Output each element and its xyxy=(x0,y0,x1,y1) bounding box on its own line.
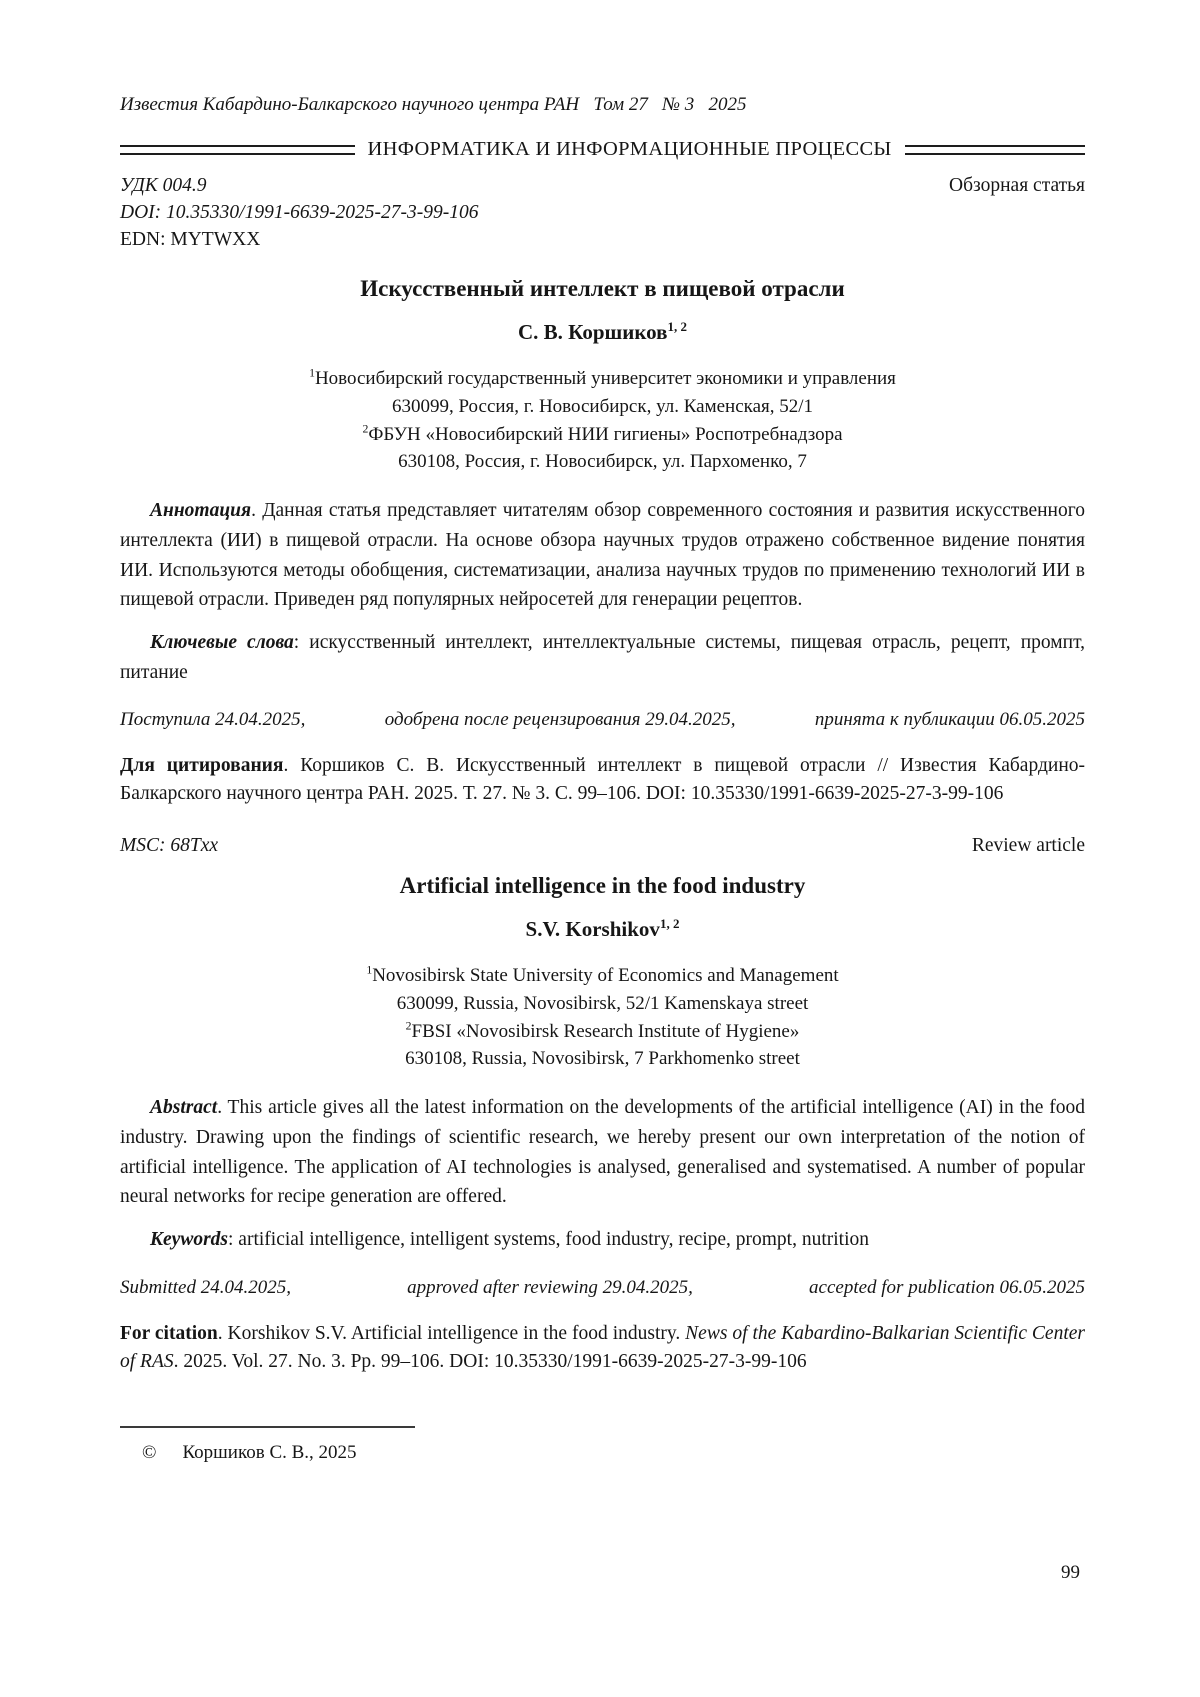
keywords-en-text: : artificial intelligence, intelligent systems, food industry, recipe, prompt, nutrition xyxy=(228,1228,870,1250)
article-type-en: Review article xyxy=(971,834,1085,856)
citation-en-source: News of the Kabardino-Balkarian Scientific Center of RAS xyxy=(120,1322,1085,1372)
article-type-ru: Обзорная статья xyxy=(949,175,1085,196)
abstract-ru xyxy=(120,496,1085,615)
abstract-ru-text: . Данная статья представляет читателям обзор современного состояния и развития искусственного интеллекта (ИИ) в пищевой отрасли. На основе обзора научных трудов отражено собственное видение понятия ИИ. Используются методы обобщения, систематизации, анализа научных трудов по применению технологий ИИ в пищевой отрасли. Приведен ряд популярных нейросетей для генерации рецептов. xyxy=(120,500,1085,611)
footnote-rule xyxy=(120,1426,415,1428)
doi-line: DOI: 10.35330/1991-6639-2025-27-3-99-106 xyxy=(120,201,479,223)
section-header xyxy=(120,138,1085,161)
dates-en xyxy=(120,1277,1085,1299)
copyright-line xyxy=(120,1442,1085,1464)
dates-ru xyxy=(120,709,1085,731)
citation-ru-label: Для цитирования xyxy=(120,755,284,777)
citation-en-label: For citation xyxy=(120,1322,218,1344)
date-approved-ru: одобрена после рецензирования 29.04.2025, xyxy=(384,709,736,731)
affiliation-line xyxy=(120,448,1085,476)
abstract-en-label: Abstract xyxy=(150,1097,218,1119)
keywords-ru xyxy=(120,628,1085,687)
double-rule-right xyxy=(905,145,1085,155)
date-submitted-ru: Поступила 24.04.2025, xyxy=(120,709,306,731)
affiliation-text: Novosibirsk State University of Economics and Management xyxy=(372,964,839,986)
date-accepted-en: accepted for publication 06.05.2025 xyxy=(809,1276,1085,1298)
affiliation-line xyxy=(120,393,1085,421)
udk-row xyxy=(120,173,1085,200)
affiliation-text: FBSI «Novosibirsk Research Institute of Hygiene» xyxy=(411,1020,800,1042)
date-submitted-en: Submitted 24.04.2025, xyxy=(120,1276,291,1298)
date-approved-en: approved after reviewing 29.04.2025, xyxy=(407,1276,693,1298)
affiliation-text: ФБУН «Новосибирский НИИ гигиены» Роспотребнадзора xyxy=(368,423,843,445)
page-number: 99 xyxy=(1061,1562,1080,1583)
udk-code: УДК 004.9 xyxy=(120,175,207,196)
date-accepted-ru: принята к публикации 06.05.2025 xyxy=(814,709,1085,731)
keywords-ru-label: Ключевые слова xyxy=(150,631,294,653)
affiliation-text: Новосибирский государственный университет экономики и управления xyxy=(314,367,896,389)
author-ru-sup: 1, 2 xyxy=(667,318,688,334)
msc-row xyxy=(120,835,1085,857)
affiliation-sup: 2 xyxy=(405,1019,412,1033)
msc-code: MSC: 68Txx xyxy=(120,834,219,856)
abstract-en-text: . This article gives all the latest information on the developments of the artificial intelligence (AI) in the food industry. Drawing upon the findings of scientific research, we hereby present our own interpretation of the notion of artificial intelligence. The application of AI technologies is analysed, generalised and systematised. A number of popular neural networks for recipe generation are offered. xyxy=(120,1097,1085,1208)
citation-en-post: . 2025. Vol. 27. No. 3. Pp. 99–106. DOI: 10.35330/1991-6639-2025-27-3-99-106 xyxy=(173,1350,807,1372)
copyright-symbol: © xyxy=(142,1442,157,1464)
affiliation-sup: 1 xyxy=(309,366,315,380)
affiliation-line xyxy=(120,962,1085,990)
author-en-name: S.V. Korshikov xyxy=(525,916,660,941)
journal-header-line: Известия Кабардино-Балкарского научного центра РАН Том 27 № 3 2025 xyxy=(120,94,747,115)
keywords-en xyxy=(120,1225,1085,1255)
affiliation-line xyxy=(120,1045,1085,1073)
affiliations-en xyxy=(120,962,1085,1074)
title-en xyxy=(120,873,1085,899)
title-ru xyxy=(120,276,1085,302)
author-ru-name: С. В. Коршиков xyxy=(517,319,668,344)
affiliation-sup: 1 xyxy=(366,963,373,977)
affiliation-line xyxy=(120,990,1085,1018)
double-rule-left xyxy=(120,145,355,155)
affiliation-sup: 2 xyxy=(362,422,369,436)
author-en-sup: 1, 2 xyxy=(659,915,680,931)
section-title: ИНФОРМАТИКА И ИНФОРМАЦИОННЫЕ ПРОЦЕССЫ xyxy=(367,138,892,160)
affiliation-text: 630099, Россия, г. Новосибирск, ул. Каменская, 52/1 xyxy=(391,395,814,417)
affiliation-line xyxy=(120,365,1085,393)
affiliation-text: 630108, Россия, г. Новосибирск, ул. Пархоменко, 7 xyxy=(398,451,807,473)
citation-ru xyxy=(120,752,1085,809)
abstract-en xyxy=(120,1093,1085,1212)
affiliation-text: 630108, Russia, Novosibirsk, 7 Parkhomenko street xyxy=(405,1048,800,1070)
author-en xyxy=(120,917,1085,942)
affiliation-text: 630099, Russia, Novosibirsk, 52/1 Kamenskaya street xyxy=(396,992,809,1014)
citation-ru-text: . Коршиков С. В. Искусственный интеллект в пищевой отрасли // Известия Кабардино-Балкарского научного центра РАН. 2025. Т. 27. № 3. С. 99–106. DOI: 10.35330/1991-6639-2025-27-3-99-106 xyxy=(120,755,1085,805)
title-ru-text: Искусственный интеллект в пищевой отрасли xyxy=(360,275,845,301)
citation-en xyxy=(120,1320,1085,1377)
footnote xyxy=(120,1426,1085,1464)
title-en-text: Artificial intelligence in the food industry xyxy=(399,872,806,898)
affiliation-line xyxy=(120,421,1085,449)
affiliations-ru xyxy=(120,365,1085,477)
keywords-en-label: Keywords xyxy=(150,1228,228,1250)
citation-en-pre: . Korshikov S.V. Artificial intelligence in the food industry. xyxy=(217,1322,686,1344)
affiliation-line xyxy=(120,1018,1085,1046)
abstract-ru-label: Аннотация xyxy=(150,500,252,522)
edn-line: EDN: MYTWXX xyxy=(120,228,261,250)
author-ru xyxy=(120,320,1085,345)
keywords-ru-text: : искусственный интеллект, интеллектуальные системы, пищевая отрасль, рецепт, промпт, питание xyxy=(120,631,1085,683)
copyright-text: Коршиков С. В., 2025 xyxy=(182,1442,357,1464)
